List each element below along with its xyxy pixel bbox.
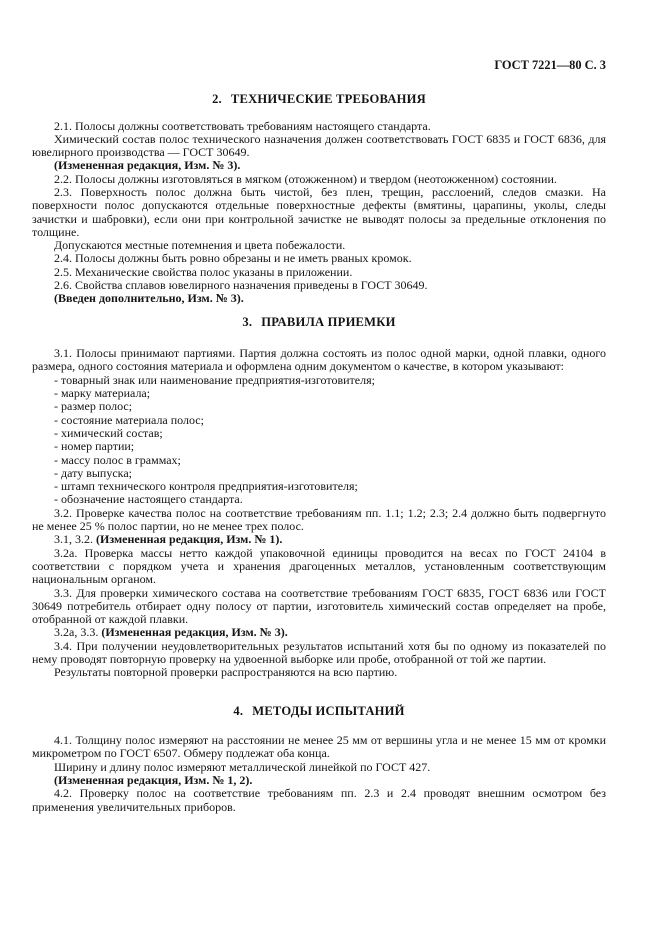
page-header-doc-ref: ГОСТ 7221—80 С. 3	[494, 58, 606, 72]
list-item: - обозначение настоящего стандарта.	[54, 492, 243, 507]
list-item: - дату выпуска;	[54, 465, 132, 480]
paragraph: Допускаются местные потемнения и цвета побежалости.	[54, 238, 346, 253]
list-item: - состояние материала полос;	[54, 412, 204, 427]
paragraph	[32, 626, 606, 639]
list-item: - штамп технического контроля предприятия-изготовителя;	[54, 479, 358, 494]
list-item: - массу полос в граммах;	[54, 452, 181, 467]
section-heading	[32, 93, 606, 107]
list-item: - марку материала;	[54, 386, 151, 401]
paragraph: 2.5. Механические свойства полос указаны в приложении.	[54, 264, 353, 279]
paragraph-clause-refs: 3.1, 3.2.	[54, 532, 96, 547]
paragraph: 3.4. При получении неудовлетворительных результатов испытаний хотя бы по одному из показателей по нему проводят повторную проверку на удвоенной выборке или пробе, отобранной от той же партии.	[32, 638, 606, 666]
section-title: МЕТОДЫ ИСПЫТАНИЙ	[252, 703, 405, 718]
list-item: - химический состав;	[54, 425, 163, 440]
section-heading	[32, 316, 606, 330]
section-number: 2.	[212, 92, 222, 106]
paragraph: Химический состав полос технического назначения должен соответствовать ГОСТ 6835 и ГОСТ 6836, для ювелирного производства — ГОСТ 30649.	[32, 131, 606, 160]
paragraph: 3.2а. Проверка массы нетто каждой упаковочной единицы проводится на весах по ГОСТ 24104 в соответствии с порядком учета и хранения драгоценных металлов, установленным соответствующим национальным органом.	[32, 545, 606, 587]
section-number: 4.	[233, 703, 244, 718]
list-item: - размер полос;	[54, 399, 133, 414]
section-number: 3.	[242, 314, 253, 329]
paragraph: 2.6. Свойства сплавов ювелирного назначения приведены в ГОСТ 30649.	[54, 278, 428, 293]
paragraph-amendment-note: (Измененная редакция, Изм. № 1).	[96, 532, 283, 547]
paragraph: 2.1. Полосы должны соответствовать требованиям настоящего стандарта.	[54, 118, 431, 133]
section-title: ТЕХНИЧЕСКИЕ ТРЕБОВАНИЯ	[230, 92, 426, 106]
document-section	[32, 705, 606, 814]
paragraph: 3.2. Проверке качества полос на соответствие требованиям пп. 1.1; 1.2; 2.3; 2.4 должно быть подвергнуто не менее 25 % полос партии, но не менее трех полос.	[32, 505, 606, 534]
paragraph: (Измененная редакция, Изм. № 3).	[54, 158, 241, 173]
list-item: - номер партии;	[54, 439, 135, 454]
list-item: - товарный знак или наименование предприятия-изготовителя;	[54, 372, 375, 387]
section-heading	[32, 705, 606, 719]
section-title: ПРАВИЛА ПРИЕМКИ	[261, 314, 396, 329]
document-section	[32, 93, 606, 306]
paragraph: (Измененная редакция, Изм. № 1, 2).	[54, 772, 253, 787]
paragraph: 4.2. Проверку полос на соответствие требованиям пп. 2.3 и 2.4 проводят внешним осмотром без применения увеличительных приборов.	[32, 786, 606, 814]
paragraph: 2.4. Полосы должны быть ровно обрезаны и не иметь рваных кромок.	[54, 251, 412, 266]
sections-container	[32, 93, 606, 814]
paragraph: (Введен дополнительно, Изм. № 3).	[54, 291, 244, 306]
paragraph: 4.1. Толщину полос измеряют на расстоянии не менее 25 мм от вершины угла и не менее 15 мм от кромки микрометром по ГОСТ 6507. Обмеру подлежат оба конца.	[32, 733, 606, 761]
paragraph: 2.3. Поверхность полос должна быть чистой, без плен, трещин, расслоений, следов смазки. На поверхности полос допускаются отдельные поверхностные дефекты (вмятины, царапины, уколы, следы зачистки и шабровки), если они при контрольной зачистке не выводят полосы за предельные отклонения по толщине.	[32, 184, 606, 239]
document-section	[32, 316, 606, 680]
paragraph	[32, 533, 606, 546]
paragraph: 3.3. Для проверки химического состава на соответствие требованиям ГОСТ 6835, ГОСТ 6836 или ГОСТ 30649 потребитель отбирает одну полосу от партии, изготовитель химический состав определяет на пробе, отобранной от каждой плавки.	[32, 585, 606, 627]
paragraph-amendment-note: (Измененная редакция, Изм. № 3).	[101, 625, 288, 640]
paragraph: Результаты повторной проверки распространяются на всю партию.	[54, 665, 398, 680]
paragraph-clause-refs: 3.2а, 3.3.	[54, 625, 102, 640]
paragraph: 3.1. Полосы принимают партиями. Партия должна состоять из полос одной марки, одной плавки, одного размера, одного состояния материала и оформлена одним документом о качестве, в котором указывают:	[32, 346, 606, 374]
paragraph: 2.2. Полосы должны изготовляться в мягком (отожженном) и твердом (неотожженном) состоянии.	[54, 171, 557, 186]
paragraph: Ширину и длину полос измеряют металлической линейкой по ГОСТ 427.	[54, 759, 431, 774]
